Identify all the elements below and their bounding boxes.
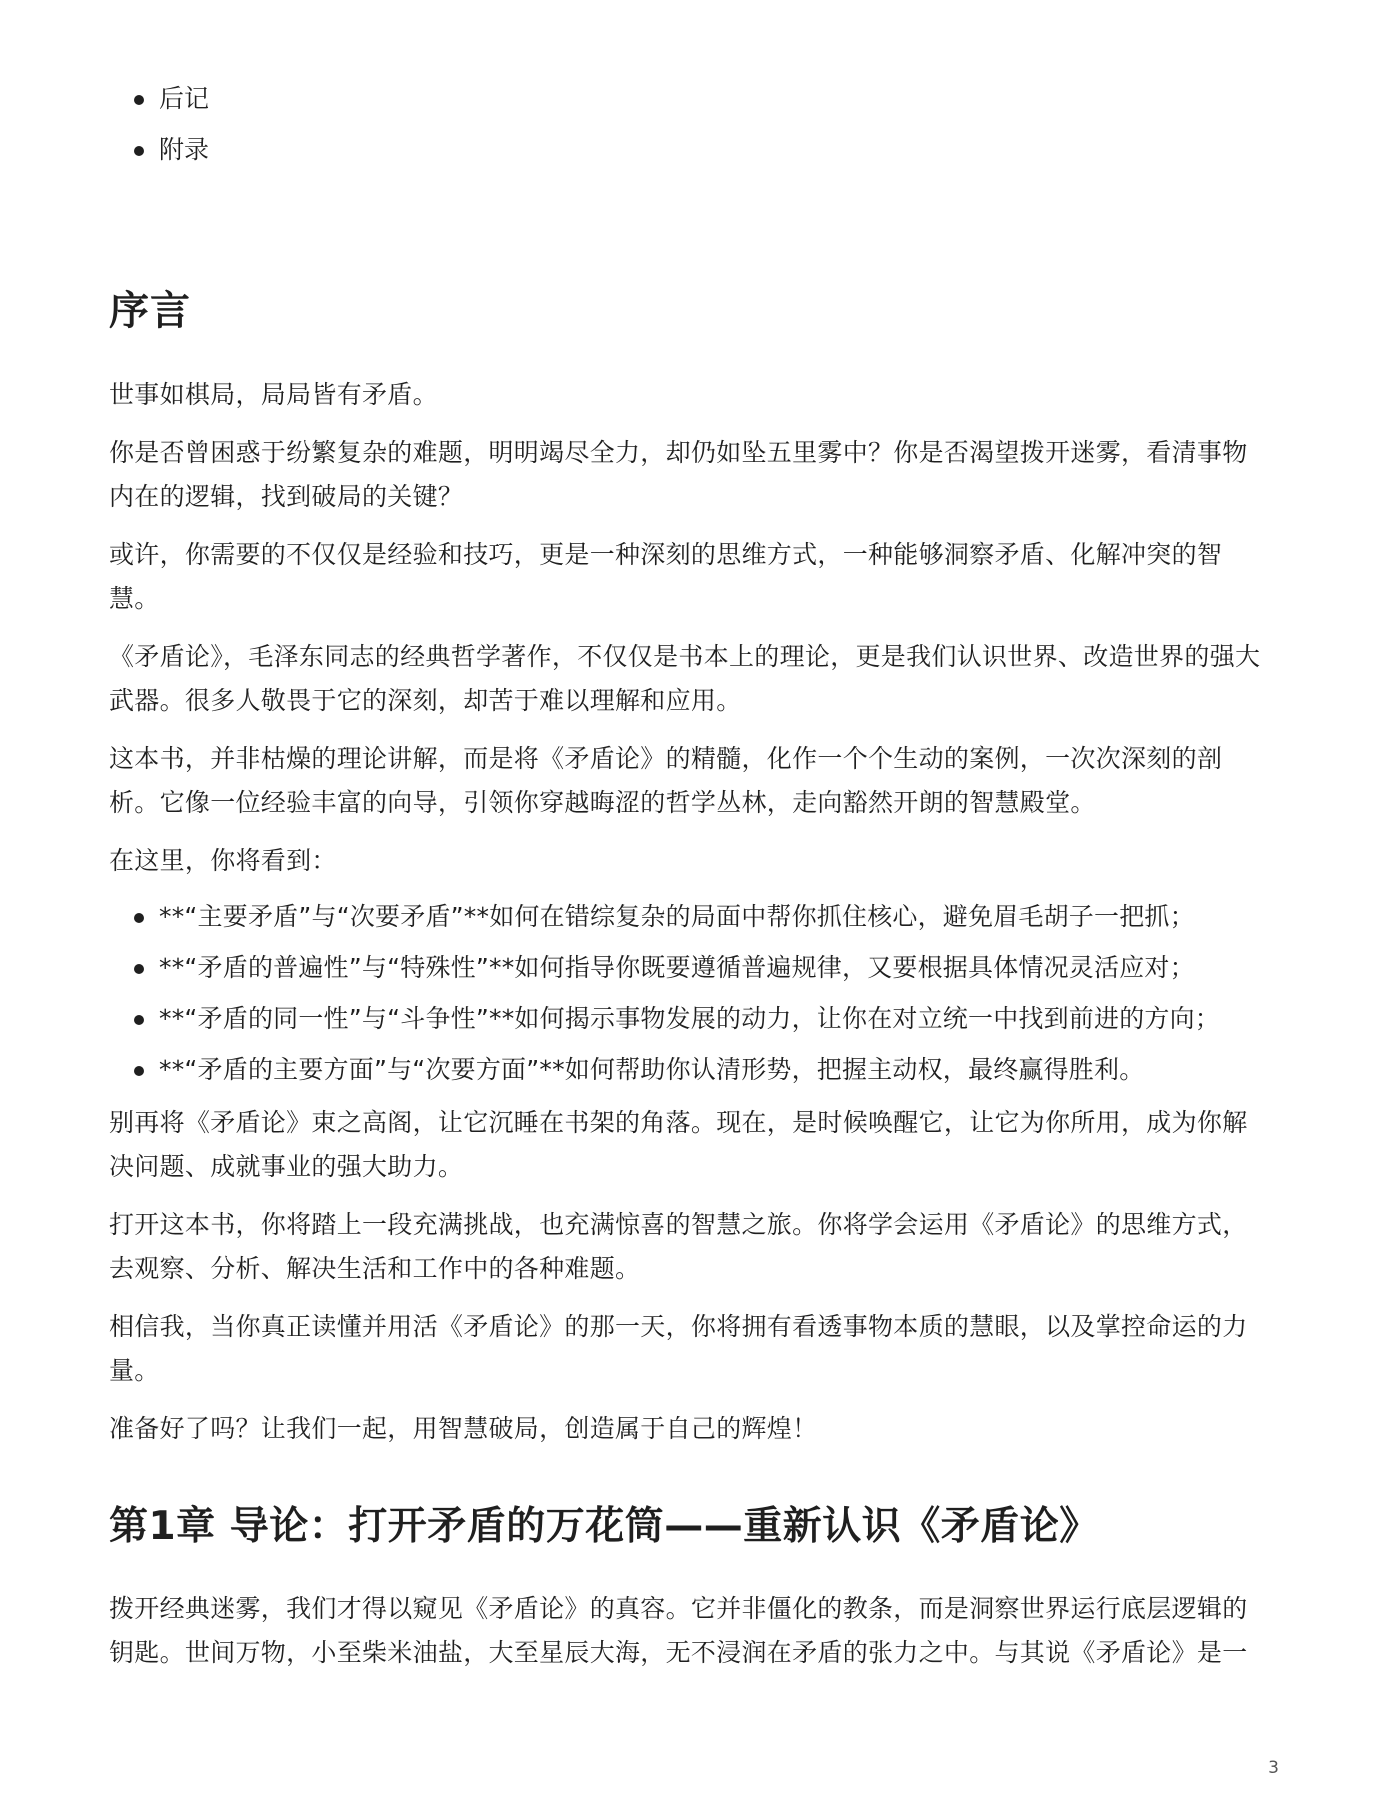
- preface-bullet-item: **“主要矛盾”与“次要矛盾”**如何在错综复杂的局面中帮你抓住核心，避免眉毛胡子一把抓；: [109, 897, 1269, 937]
- page-number: 3: [1268, 1758, 1279, 1778]
- preface-paragraph: 打开这本书，你将踏上一段充满挑战，也充满惊喜的智慧之旅。你将学会运用《矛盾论》的思维方式，去观察、分析、解决生活和工作中的各种难题。: [109, 1210, 1248, 1283]
- preface-paragraph: 相信我，当你真正读懂并用活《矛盾论》的那一天，你将拥有看透事物本质的慧眼，以及掌控命运的力量。: [109, 1312, 1248, 1385]
- preface-paragraph: 你是否曾困惑于纷繁复杂的难题，明明竭尽全力，却仍如坠五里雾中？你是否渴望拨开迷雾，看清事物内在的逻辑，找到破局的关键？: [109, 438, 1248, 511]
- preface-paragraph: 别再将《矛盾论》束之高阁，让它沉睡在书架的角落。现在，是时候唤醒它，让它为你所用，成为你解决问题、成就事业的强大助力。: [109, 1108, 1248, 1181]
- preface-bullet-item: **“矛盾的普遍性”与“特殊性”**如何指导你既要遵循普遍规律，又要根据具体情况灵活应对；: [109, 948, 1269, 988]
- preface-heading: 序言: [109, 288, 191, 334]
- preface-paragraph: 在这里，你将看到：: [109, 846, 337, 875]
- preface-bullet-list: [109, 897, 1269, 1090]
- toc-item-afterword[interactable]: 后记: [109, 80, 1269, 118]
- preface-paragraph: 或许，你需要的不仅仅是经验和技巧，更是一种深刻的思维方式，一种能够洞察矛盾、化解冲突的智慧。: [109, 540, 1223, 613]
- preface-paragraph: 准备好了吗？让我们一起，用智慧破局，创造属于自己的辉煌！: [109, 1414, 818, 1443]
- chapter-heading: 第1章 导论：打开矛盾的万花筒——重新认识《矛盾论》: [109, 1504, 1099, 1549]
- toc-list: [109, 80, 1269, 169]
- document-page: [109, 80, 1269, 1689]
- preface-paragraph: 这本书，并非枯燥的理论讲解，而是将《矛盾论》的精髓，化作一个个生动的案例，一次次深刻的剖析。它像一位经验丰富的向导，引领你穿越晦涩的哲学丛林，走向豁然开朗的智慧殿堂。: [109, 744, 1223, 817]
- preface-paragraph: 《矛盾论》，毛泽东同志的经典哲学著作，不仅仅是书本上的理论，更是我们认识世界、改造世界的强大武器。很多人敬畏于它的深刻，却苦于难以理解和应用。: [109, 642, 1261, 715]
- preface-bullet-item: **“矛盾的同一性”与“斗争性”**如何揭示事物发展的动力，让你在对立统一中找到前进的方向；: [109, 999, 1269, 1039]
- toc-item-appendix[interactable]: 附录: [109, 131, 1269, 169]
- preface-paragraph: 世事如棋局，局局皆有矛盾。: [109, 380, 438, 409]
- chapter-paragraph: 拨开经典迷雾，我们才得以窥见《矛盾论》的真容。它并非僵化的教条，而是洞察世界运行底层逻辑的钥匙。世间万物，小至柴米油盐，大至星辰大海，无不浸润在矛盾的张力之中。与其说《矛盾论》是一: [109, 1594, 1248, 1667]
- preface-bullet-item: **“矛盾的主要方面”与“次要方面”**如何帮助你认清形势，把握主动权，最终赢得胜利。: [109, 1050, 1269, 1090]
